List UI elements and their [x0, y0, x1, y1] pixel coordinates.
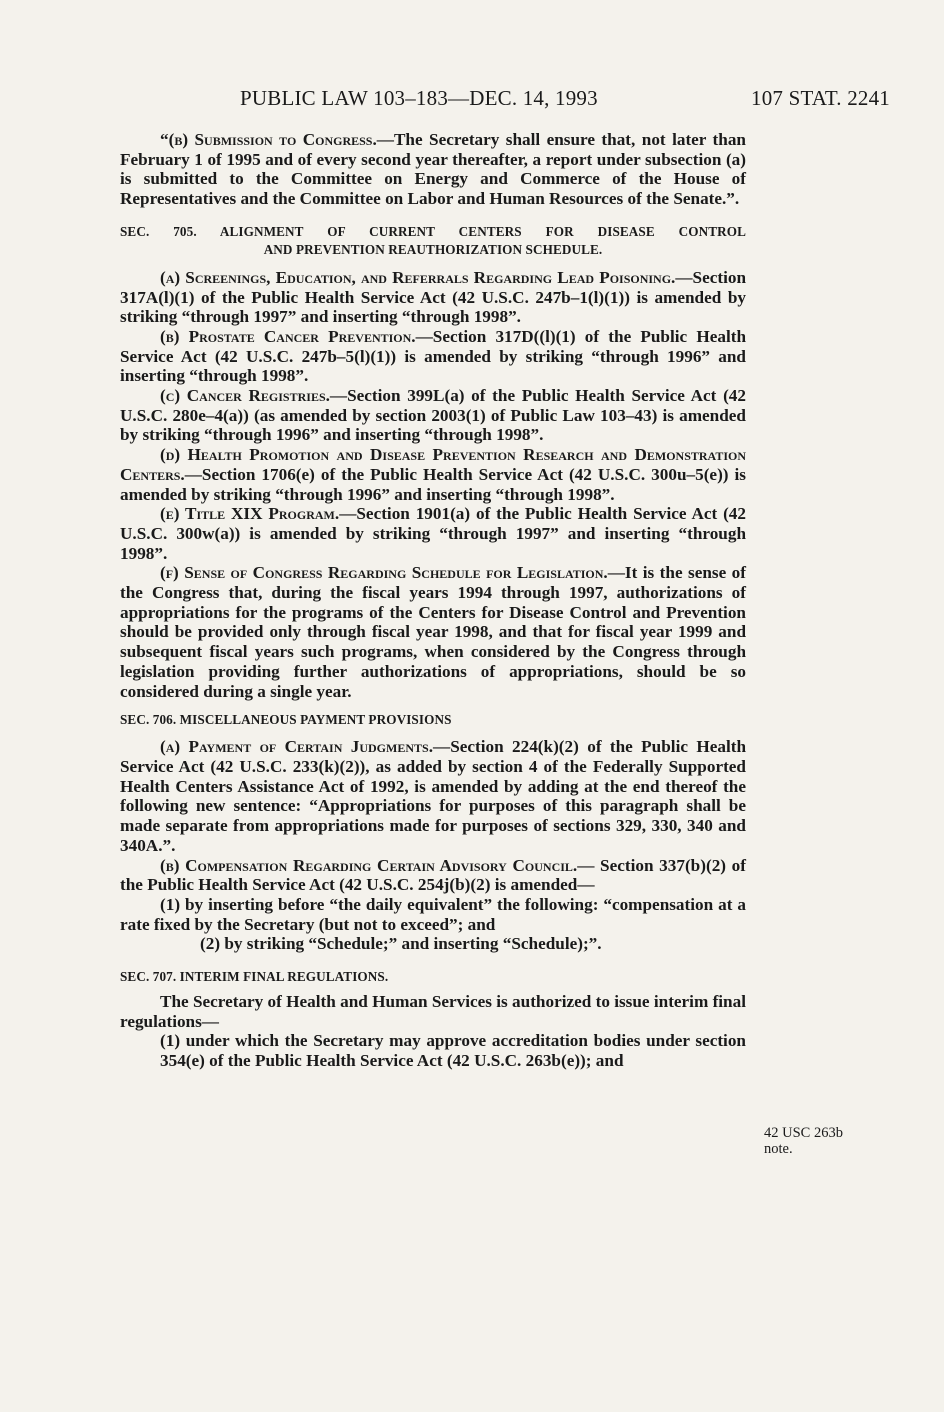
paragraph-b-submission	[120, 130, 746, 209]
subsection-705-a	[120, 268, 746, 327]
subsection-heading: (a) Payment of Certain Judgments.	[160, 737, 433, 757]
subsection-heading: (b) Compensation Regarding Certain Advisory Council.	[160, 855, 578, 875]
paragraph-707-1: (1) under which the Secretary may approve accreditation bodies under section 354(e) of the Public Health Service Act (42 U.S.C. 263b(e)); and	[160, 1031, 746, 1071]
subsection-706-a	[120, 737, 746, 855]
paragraph-706-b-1: (1) by inserting before “the daily equivalent” the following: “compensation at a rate fixed by the Secretary (but not to exceed”; and	[120, 894, 746, 934]
paragraph-706-b-2: (2) by striking “Schedule;” and inserting “Schedule);”.	[200, 934, 602, 954]
subsection-text: —It is the sense of the Congress that, during the fiscal years 1994 through 1997, authorizations of appropriations for the programs of the Centers for Disease Control and Prevention should be provided only through fiscal year 1998, and that for fiscal year 1999 and subsequent fiscal years such programs, when considered by the Congress through legislation providing further authorizations of appropriations, should be so considered during a single year.	[120, 563, 746, 701]
statute-page-number: 107 STAT. 2241	[751, 86, 890, 110]
section-707-intro: The Secretary of Health and Human Services is authorized to issue interim final regulations—	[120, 992, 746, 1031]
paragraph-text: —The Secretary shall ensure that, not later than February 1 of 1995 and of every second year thereafter, a report under subsection (a) is submitted to the Committee on Energy and Commerce of the House of Representatives and the Committee on Labor and Human Resources of the Senate.”.	[120, 130, 746, 209]
subsection-text: —Section 317D((l)(1) of the Public Health Service Act (42 U.S.C. 247b–5(l)(1)) is amended by striking “through 1996” and inserting “through 1998”.	[120, 326, 746, 386]
section-707-heading: SEC. 707. INTERIM FINAL REGULATIONS.	[120, 969, 389, 985]
subsection-text: —Section 399L(a) of the Public Health Service Act (42 U.S.C. 280e–4(a)) (as amended by section 2003(1) of Public Law 103–43) is amended by striking “through 1996” and inserting “through 1998”.	[120, 386, 746, 445]
subsection-heading: (b) Prostate Cancer Prevention.	[160, 326, 416, 346]
subsection-text: —Section 1901(a) of the Public Health Service Act (42 U.S.C. 300w(a)) is amended by striking “through 1997” and inserting “through 1998”.	[120, 504, 746, 563]
subsection-text: —Section 224(k)(2) of the Public Health Service Act (42 U.S.C. 233(k)(2)), as added by section 4 of the Federally Supported Health Centers Assistance Act of 1992, is amended by adding at the end thereof the following new sentence: “Appropriations for purposes of this paragraph shall be made separate from appropriations made for purposes of sections 329, 330, 340 and 340A.”.	[120, 737, 746, 855]
margin-note: 42 USC 263b note.	[764, 1125, 843, 1157]
paragraph-heading: “(b) Submission to Congress.	[160, 130, 377, 149]
law-title: PUBLIC LAW 103–183—DEC. 14, 1993	[240, 86, 598, 110]
section-heading-line: SEC. 705. ALIGNMENT OF CURRENT CENTERS FOR DISEASE CONTROL	[120, 223, 746, 239]
subsection-text: — Section 337(b)(2) of the Public Health Service Act (42 U.S.C. 254j(b)(2) is amended—	[120, 855, 746, 895]
subsection-heading: (d) Health Promotion and Disease Prevention Research and Demonstration Centers.	[120, 445, 746, 484]
subsection-705-d	[120, 445, 746, 504]
subsection-text: —Section 317A(l)(1) of the Public Health Service Act (42 U.S.C. 247b–1(l)(1)) is amended by striking “through 1997” and inserting “through 1998”.	[120, 267, 746, 327]
subsection-heading: (e) Title XIX Program.	[160, 504, 340, 524]
subsection-705-f	[120, 563, 746, 701]
subsection-706-b	[120, 856, 746, 895]
section-heading-line: AND PREVENTION REAUTHORIZATION SCHEDULE.	[263, 241, 603, 257]
subsection-705-e	[120, 504, 746, 563]
subsection-heading: (a) Screenings, Education, and Referrals Regarding Lead Poisoning.	[160, 267, 676, 287]
section-706-heading: SEC. 706. MISCELLANEOUS PAYMENT PROVISIONS	[120, 712, 452, 728]
section-705-heading	[120, 223, 746, 259]
subsection-705-b	[120, 327, 746, 386]
subsection-text: —Section 1706(e) of the Public Health Service Act (42 U.S.C. 300u–5(e)) is amended by striking “through 1996” and inserting “through 1998”.	[120, 464, 746, 504]
subsection-705-c	[120, 386, 746, 445]
subsection-heading: (c) Cancer Registries.	[160, 386, 330, 406]
subsection-heading: (f) Sense of Congress Regarding Schedule for Legislation.	[160, 563, 608, 583]
running-head	[0, 86, 890, 116]
body-column	[120, 130, 746, 1071]
